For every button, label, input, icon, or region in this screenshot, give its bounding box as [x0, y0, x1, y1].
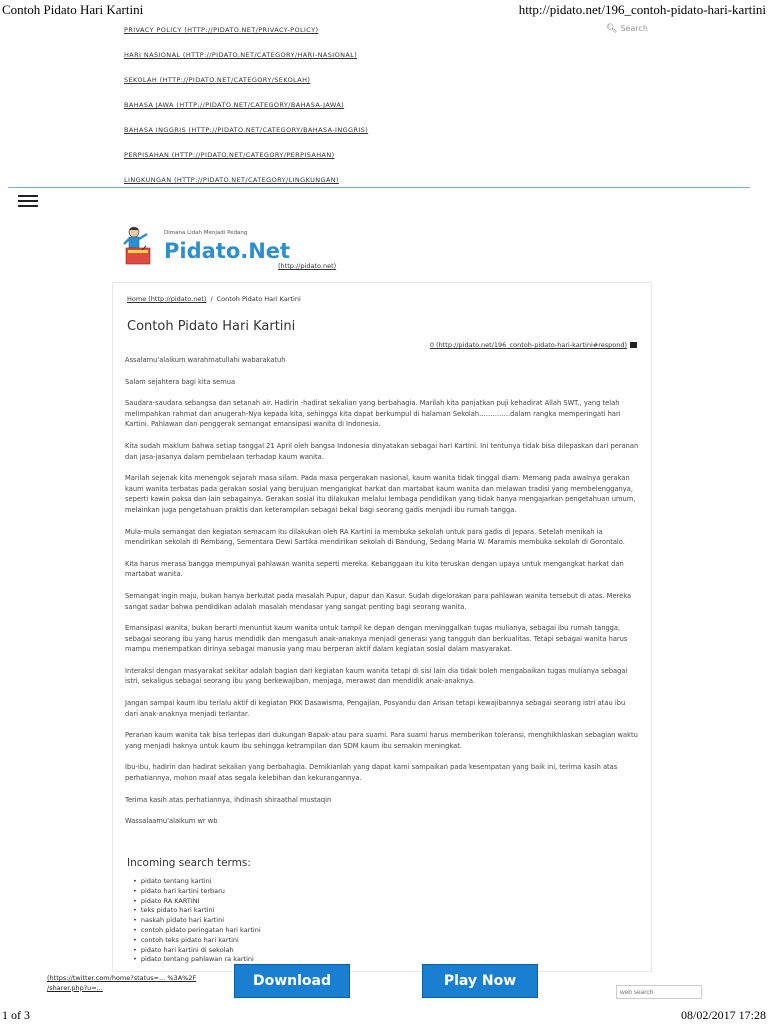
article-paragraph: Assalamu'alaikum warahmatullahi wabarakatuh	[125, 356, 286, 364]
article-paragraph: Peranan kaum wanita tak bisa terlepas dari dukungan Bapak-atau para suami. Para suami harus memberikan toleransi, menghikhlaskan sebagian waktu yang menjadi haknya untuk kaum ibu sehingga ketrampilan dan SDM kaum ibu semakin meningkat.	[125, 731, 638, 750]
nav-link-sekolah[interactable]: SEKOLAH (HTTP://PIDATO.NET/CATEGORY/SEKOLAH)	[124, 76, 311, 84]
menu-icon[interactable]	[18, 195, 38, 209]
download-button[interactable]: Download	[234, 964, 350, 998]
search-icon: 🔍︎	[606, 24, 618, 34]
top-navigation	[124, 26, 594, 201]
article-paragraph: Marilah sejenak kita menengok sejarah masa silam. Pada masa pergerakan nasional, kaum wanita tidak tinggal diam. Memang pada awalnya gerakan kaum wanita terbatas pada gerakan sosial yang berujuan mengangkat harkat dan martabat kaum wanita dan melawan tradisi yang membelengganya, seperti kawin paksa dan lain sebagainya. Gerakan sosial itu dilakukan melalui lembaga pendidikan yang tidak hanya mengajarkan pengetahuan umum, melainkan juga pengetahuan praktis dan keterampilan sebagai bekal bagi seorang gadis menjadi ibu rumah tangga.	[125, 474, 636, 514]
article-paragraph: Kita harus merasa bangga mempunyai pahlawan wanita seperti mereka. Kebanggaan itu kita teruskan dengan upaya untuk mengangkat harkat dan martabat wanita.	[125, 559, 624, 579]
breadcrumb-current: Contoh Pidato Hari Kartini	[216, 295, 301, 303]
nav-link-bahasa-jawa[interactable]: BAHASA JAWA (HTTP://PIDATO.NET/CATEGORY/BAHASA-JAWA)	[124, 101, 345, 109]
article-paragraph: Ibu-ibu, hadirin dan hadirat sekalian yang berbahagia. Demikianlah yang dapat kami sampaikan pada kesempatan yang baik ini, terima kasih atas perhatiannya, mohon maaf atas segala kelebihan dan kekurangannya.	[125, 763, 618, 783]
logo-home-link[interactable]: (http://pidato.net)	[278, 262, 337, 270]
print-header	[0, 0, 768, 20]
nav-link-bahasa-inggris[interactable]: BAHASA INGGRIS (HTTP://PIDATO.NET/CATEGORY/BAHASA-INGGRIS)	[124, 126, 369, 134]
print-page-url: http://pidato.net/196_contoh-pidato-hari-kartini	[518, 2, 766, 17]
list-item: • pidato tentang kartini	[133, 877, 427, 887]
nav-link-lingkungan[interactable]: LINGKUNGAN (HTTP://PIDATO.NET/CATEGORY/LINGKUNGAN)	[124, 176, 339, 184]
print-page-number: 1 of 3	[2, 1008, 30, 1022]
list-item: • pidato tentang pahlawan ra kartini	[133, 955, 427, 965]
article-paragraph: Mula-mula semangat dan kegiatan semacam itu dilakukan oleh RA Kartini ia membuka sekolah untuk para gadis di Jepara. Setelah menikah ia mendirikan sekolah di Rembang, Sementara Dewi Sartika mendirikan sekolah di Bandung, Sedang Maria W. Maramis membuka sekolah di Gorontalo.	[125, 527, 625, 547]
breadcrumb-home-link[interactable]: Home (http://pidato.net)	[127, 295, 207, 303]
list-item: • contoh teks pidato hari kartini	[133, 936, 427, 946]
list-item: • contoh pidato peringatan hari kartini	[133, 926, 427, 936]
header-search-label: Search	[620, 24, 648, 33]
header-divider	[8, 187, 750, 188]
logo-wordmark: Pidato.Net	[164, 239, 291, 263]
print-footer	[0, 1008, 768, 1024]
article-body	[125, 355, 639, 838]
article-paragraph: Semangat ingin maju, bukan hanya berkutat pada masalah Pupur, dapur dan Kasur. Sudah digelorakan para pahlawan wanita tersebut di atas. Mereka sangat sadar bahwa pendidikan adalah masalah mendasar yang sangat penting bagi seorang wanita.	[125, 591, 632, 611]
list-item: • teks pidato hari kartini	[133, 906, 427, 916]
list-item: • pidato hari kartini terbaru	[133, 887, 427, 897]
search-terms-title: Incoming search terms:	[127, 857, 251, 869]
incoming-search-terms	[127, 857, 427, 965]
nav-link-hari-nasional[interactable]: HARI NASIONAL (HTTP://PIDATO.NET/CATEGORY/HARI-NASIONAL)	[124, 51, 358, 59]
article-paragraph: Salam sejahtera bagi kita semua	[125, 377, 236, 386]
article-paragraph: Jangan sampai kaum ibu terlalu aktif di kegiatan PKK Dasawisma, Pengajian, Posyandu dan Arisan tetapi kewajibannya sebagai seorang istri atau ibu dari anak-anaknya menjadi terlantar.	[125, 699, 626, 718]
article-paragraph: Terima kasih atas perhatiannya, ihdinash shiraathal mustaqin	[125, 795, 332, 804]
article-paragraph: Wassalaamu'alaikum wr wb	[125, 817, 218, 826]
web-search-input[interactable]	[616, 985, 702, 999]
search-terms-list	[127, 877, 427, 965]
comment-bubble-icon	[630, 342, 637, 348]
logo-tagline: Dimana Lidah Menjadi Pedang	[164, 230, 248, 236]
article-paragraph: Saudara-saudara sebangsa dan setanah air. Hadirin -hadirat sekalian yang berbahagia. Marilah kita panjatkan puji kehadirat Allah SWT., yang telah melimpahkan rahmat dan anugerah-Nya kepada kita, sehingga kita dapat berkumpul di halaman Sekolah…………..dalam rangka memperingati hari Kartini. Pahlawan dan penggerak semangat emansipasi wanita di Indonesia.	[125, 399, 621, 429]
article-paragraph: Emansipasi wanita, bukan berarti menuntut kaum wanita untuk tampil ke depan dengan meninggalkan tugas mulianya, sebagai ibu rumah tangga, sebagai seorang ibu yang harus mendidik dan mengasuh anak-anaknya menjadi generasi yang tangguh dan berkualitas. Tetapi sebagai wanita harus mampu menempatkan dirinya sebagai manusia yang mau berperan aktif dalam kegiatan sosial dalam masyarakat.	[125, 624, 628, 654]
nav-link-privacy-policy[interactable]: PRIVACY POLICY (HTTP://PIDATO.NET/PRIVACY-POLICY)	[124, 26, 319, 34]
comments-count	[430, 341, 637, 349]
share-links-fragment[interactable]: (https://twitter.com/home?status=... %3A%2F /sharer.php?u=...	[47, 974, 197, 992]
article-paragraph: Kita sudah maklum bahwa setiap tanggal 21 April oleh bangsa Indonesia dinyatakan sebagai hari Kartini. Ini tentunya tidak bisa dilepaskan dari peranan dan jasa-jasanya dalam pembelaan terhadap kaum wanita.	[125, 441, 639, 461]
speaker-figure-icon	[120, 224, 160, 266]
list-item: • naskah pidato hari kartini	[133, 916, 427, 926]
breadcrumb-separator: /	[210, 295, 213, 303]
play-now-button[interactable]: Play Now	[422, 964, 538, 998]
breadcrumb	[127, 295, 301, 303]
list-item: • pidato hari kartini di sekolah	[133, 946, 427, 956]
nav-link-perpisahan[interactable]: PERPISAHAN (HTTP://PIDATO.NET/CATEGORY/PERPISAHAN)	[124, 151, 335, 159]
list-item: • pidato RA KARTINI	[133, 897, 427, 907]
print-page-title: Contoh Pidato Hari Kartini	[2, 2, 144, 17]
header-search[interactable]	[606, 24, 648, 34]
print-datetime: 08/02/2017 17:28	[680, 1008, 766, 1022]
post-title: Contoh Pidato Hari Kartini	[127, 319, 296, 334]
article-card	[112, 282, 652, 972]
article-paragraph: Interaksi dengan masyarakat sekitar adalah bagian dari kegiatan kaum wanita tetapi di sisi lain dia tidak boleh mengabaikan tugas mulianya sebagai istri, sekaligus sebagai seorang ibu yang berkewajiban, menjaga, merawat dan mendidik anak-anaknya.	[125, 666, 628, 686]
comments-link[interactable]: 0 (http://pidato.net/196_contoh-pidato-hari-kartini#respond)	[429, 341, 627, 349]
